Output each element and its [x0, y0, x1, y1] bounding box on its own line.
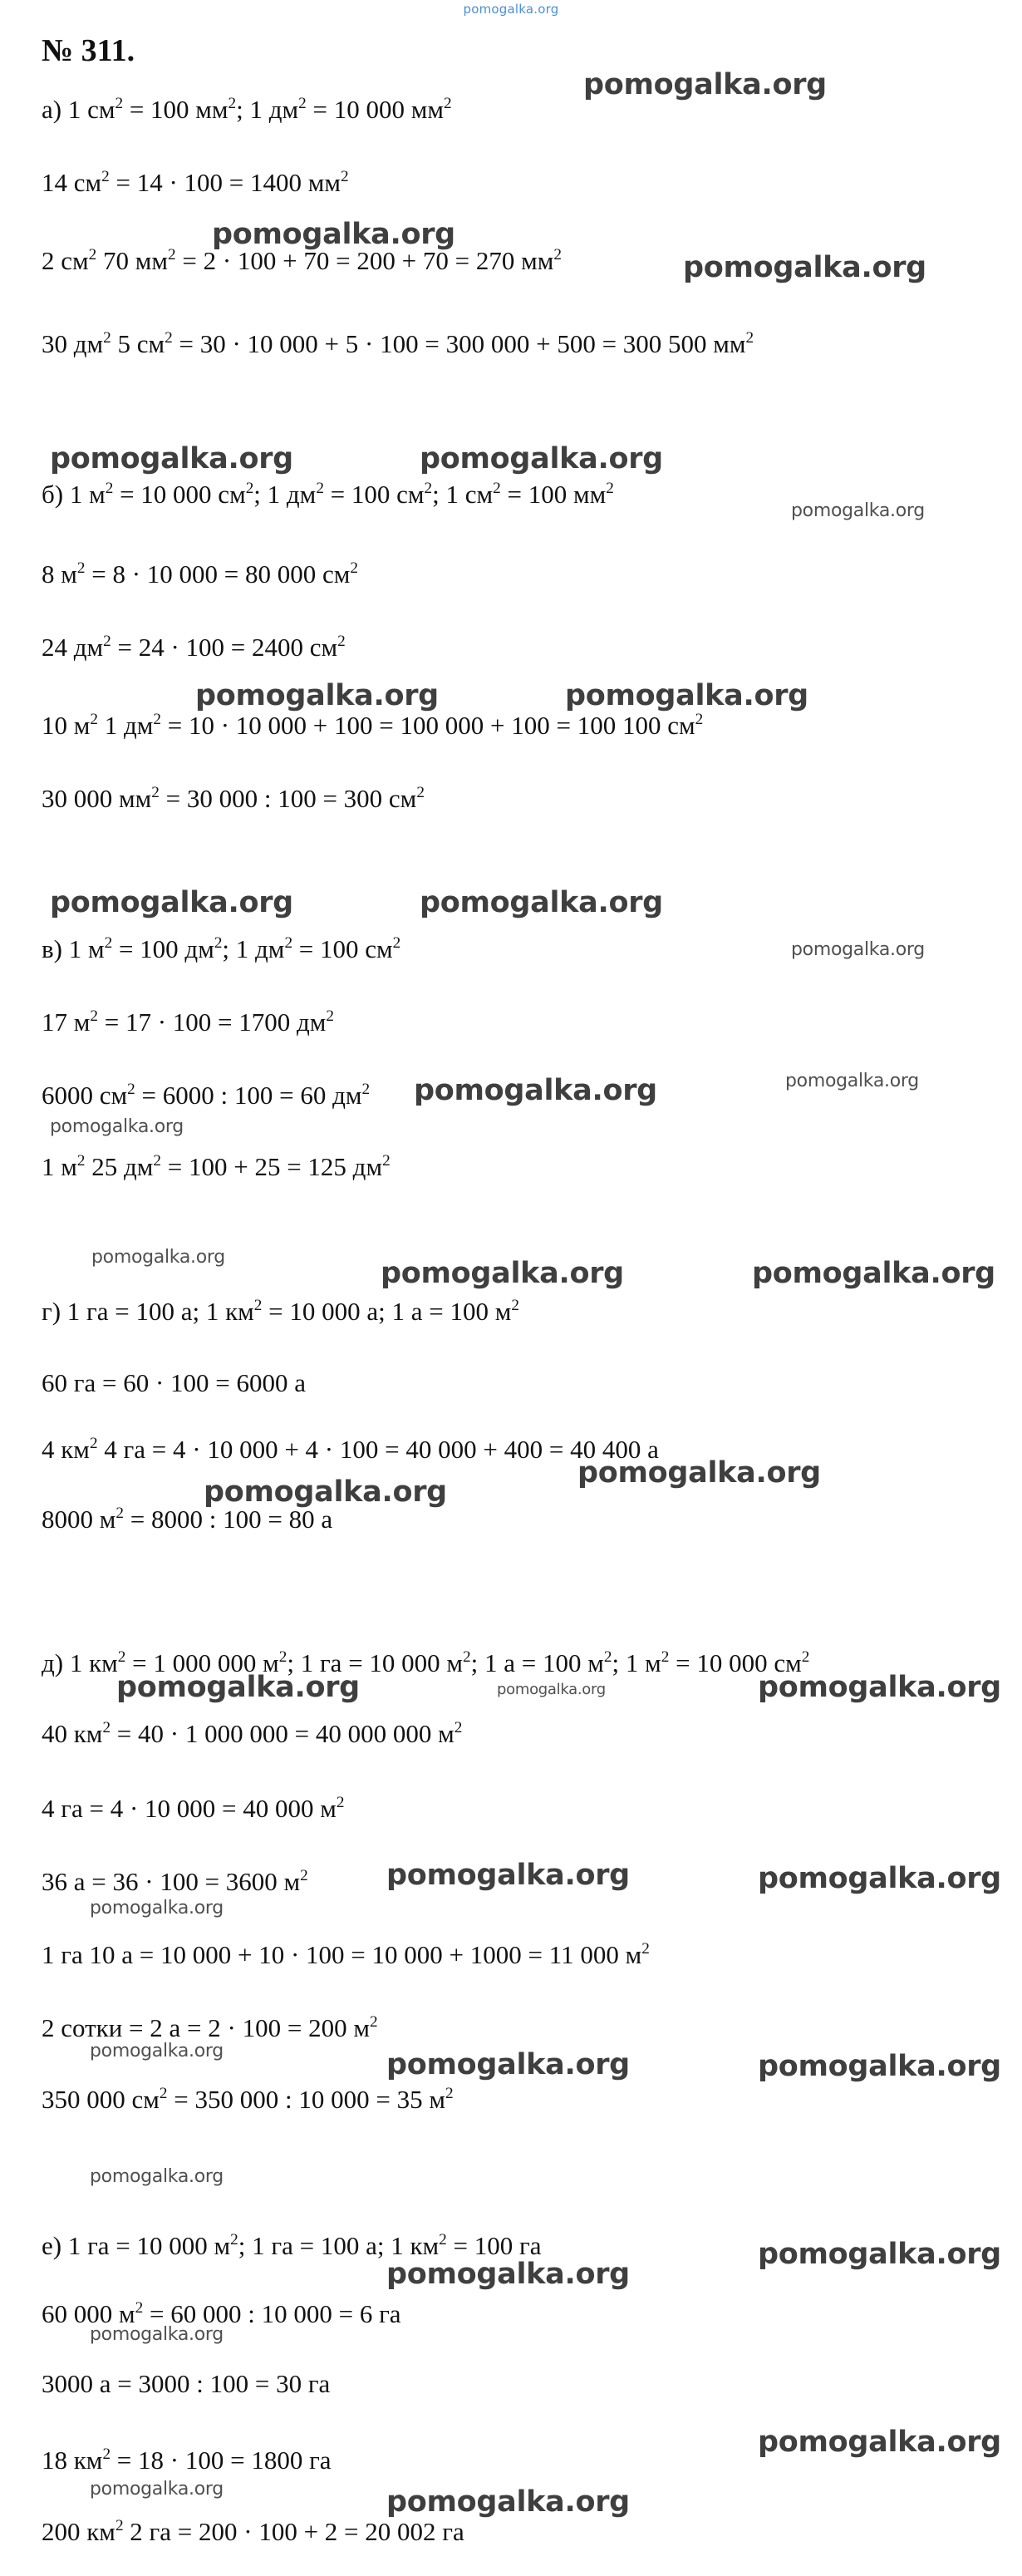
section-d-line-2: 4 га = 4 · 10 000 = 40 000 $м^2$ [42, 1794, 345, 1823]
watermark: pomogalka.org [758, 2050, 1001, 2083]
section-e-line-1: 60 000 $м^2 = 60$ 000 : 10 000 = 6 га [42, 2299, 401, 2328]
section-b-line-4: 30 000 $мм^2 = 30$ 000 : 100 = 300 $см^2$ [42, 784, 425, 813]
watermark: pomogalka.org [752, 1257, 995, 1290]
watermark: pomogalka.org [791, 500, 925, 521]
watermark: pomogalka.org [116, 1671, 360, 1704]
section-e-line-3: 18 $км^2 = 18 \cdot 100 = 1800$ га [42, 2445, 332, 2475]
watermark: pomogalka.org [386, 2048, 630, 2081]
watermark: pomogalka.org [785, 1071, 919, 1091]
watermark: pomogalka.org [90, 2041, 224, 2061]
watermark: pomogalka.org [758, 1671, 1001, 1704]
watermark: pomogalka.org [381, 1257, 624, 1290]
section-a-line-2: 2 $см^2$ 70 $мм^2 = 2 \cdot 100 + 70 = 200 + 70 = 270$ $мм^2$ [42, 246, 562, 275]
watermark: pomogalka.org [90, 2324, 224, 2345]
watermark: pomogalka.org [758, 1862, 1001, 1895]
section-b-line-2: 24 $дм^2 = 24 \cdot 100 = 2400$ $см^2$ [42, 633, 346, 662]
watermark: pomogalka.org [758, 2426, 1001, 2459]
watermark: pomogalka.org [758, 2238, 1001, 2271]
watermark: pomogalka.org [386, 1859, 630, 1892]
watermark: pomogalka.org [50, 442, 293, 475]
watermark: pomogalka.org [90, 1898, 224, 1918]
watermark: pomogalka.org [420, 886, 663, 919]
section-e-line-4: 200 $км^2$ 2 га = 200 · 100 + 2 = 20 002 га [42, 2517, 464, 2546]
section-d-line-3: 36 а = 36 · 100 = 3600 $м^2$ [42, 1867, 308, 1896]
problem-number: № 311. [42, 33, 135, 68]
watermark: pomogalka.org [386, 2485, 630, 2519]
watermark: pomogalka.org [420, 442, 663, 475]
watermark: pomogalka.org [583, 68, 827, 101]
section-d-line-1: 40 $км^2 = 40 \cdot 1$ 000 000 = 40 000 000 $м^2$ [42, 1719, 463, 1748]
watermark: pomogalka.org [50, 886, 293, 919]
watermark: pomogalka.org [90, 2166, 224, 2187]
watermark: pomogalka.org [683, 251, 926, 284]
watermark: pomogalka.org [212, 218, 455, 251]
watermark: pomogalka.org [50, 1116, 184, 1137]
section-g-line-3: 8000 $м^2 = 8000$ : 100 = 80 а [42, 1505, 333, 1534]
section-v-line-0: в) 1 $м^2 = 100$ $дм^2$; 1 $дм^2 = 100$ $см^2$ [42, 934, 401, 963]
watermark: pomogalka.org [577, 1456, 821, 1490]
watermark: pomogalka.org [497, 1681, 606, 1698]
section-d-line-0: д) 1 $км^2 = 1$ 000 000 $м^2$; 1 га = 10 000 $м^2$; 1 а = 100 $м^2$; 1 $м^2 = 10$ 000 $см^2$ [42, 1648, 810, 1677]
section-v-line-3: 1 $м^2$ 25 $дм^2 = 100 + 25 = 125$ $дм^2$ [42, 1152, 391, 1181]
section-d-line-4: 1 га 10 а = 10 000 + 10 · 100 = 10 000 + 1000 = 11 000 $м^2$ [42, 1940, 650, 1969]
watermark: pomogalka.org [414, 1074, 657, 1107]
section-d-line-5: 2 сотки = 2 а = 2 · 100 = 200 $м^2$ [42, 2013, 378, 2042]
watermark: pomogalka.org [91, 1247, 225, 1268]
section-g-line-1: 60 га = 60 · 100 = 6000 а [42, 1368, 307, 1397]
watermark: pomogalka.org [195, 679, 439, 712]
watermark: pomogalka.org [386, 2258, 630, 2291]
site-header-link[interactable]: pomogalka.org [463, 2, 559, 17]
watermark: pomogalka.org [204, 1475, 447, 1509]
section-a-line-1: 14 $см^2 = 14 \cdot 100 = 1400$ $мм^2$ [42, 168, 349, 197]
section-b-line-0: б) 1 $м^2 = 10$ 000 $см^2$; 1 $дм^2 = 100$ $см^2$; 1 $см^2 = 100$ $мм^2$ [42, 480, 614, 509]
section-g-line-0: г) 1 га = 100 а; 1 $км^2 = 10$ 000 а; 1 а = 100 $м^2$ [42, 1297, 519, 1326]
section-a-line-0: а) 1 $см^2 = 100$ $мм^2$; 1 $дм^2 = 10$ 000 $мм^2$ [42, 95, 452, 124]
section-g-line-2: 4 $км^2$ 4 га = 4 · 10 000 + 4 · 100 = 40 000 + 400 = 40 400 а [42, 1435, 659, 1464]
section-b-line-3: 10 $м^2$ 1 $дм^2 = 10 \cdot 10$ 000 + 100 = 100 000 + 100 = 100 100 $см^2$ [42, 711, 704, 740]
section-d-line-6: 350 000 $см^2 = 350$ 000 : 10 000 = 35 $м^2$ [42, 2085, 454, 2114]
section-e-line-2: 3000 а = 3000 : 100 = 30 га [42, 2369, 331, 2398]
watermark: pomogalka.org [90, 2479, 224, 2500]
section-a-line-3: 30 $дм^2$ 5 $см^2 = 30 \cdot 10$ 000 + 5 · 100 = 300 000 + 500 = 300 500 $мм^2$ [42, 329, 754, 358]
section-e-line-0: е) 1 га = 10 000 $м^2$; 1 га = 100 а; 1 $км^2 = 100$ га [42, 2231, 542, 2260]
watermark: pomogalka.org [791, 939, 925, 960]
section-v-line-1: 17 $м^2 = 17 \cdot 100 = 1700$ $дм^2$ [42, 1007, 335, 1037]
watermark: pomogalka.org [565, 679, 808, 712]
section-v-line-2: 6000 $см^2 = 6000$ : 100 = 60 $дм^2$ [42, 1081, 371, 1110]
section-b-line-1: 8 $м^2 = 8 \cdot 10$ 000 = 80 000 $см^2$ [42, 559, 359, 589]
